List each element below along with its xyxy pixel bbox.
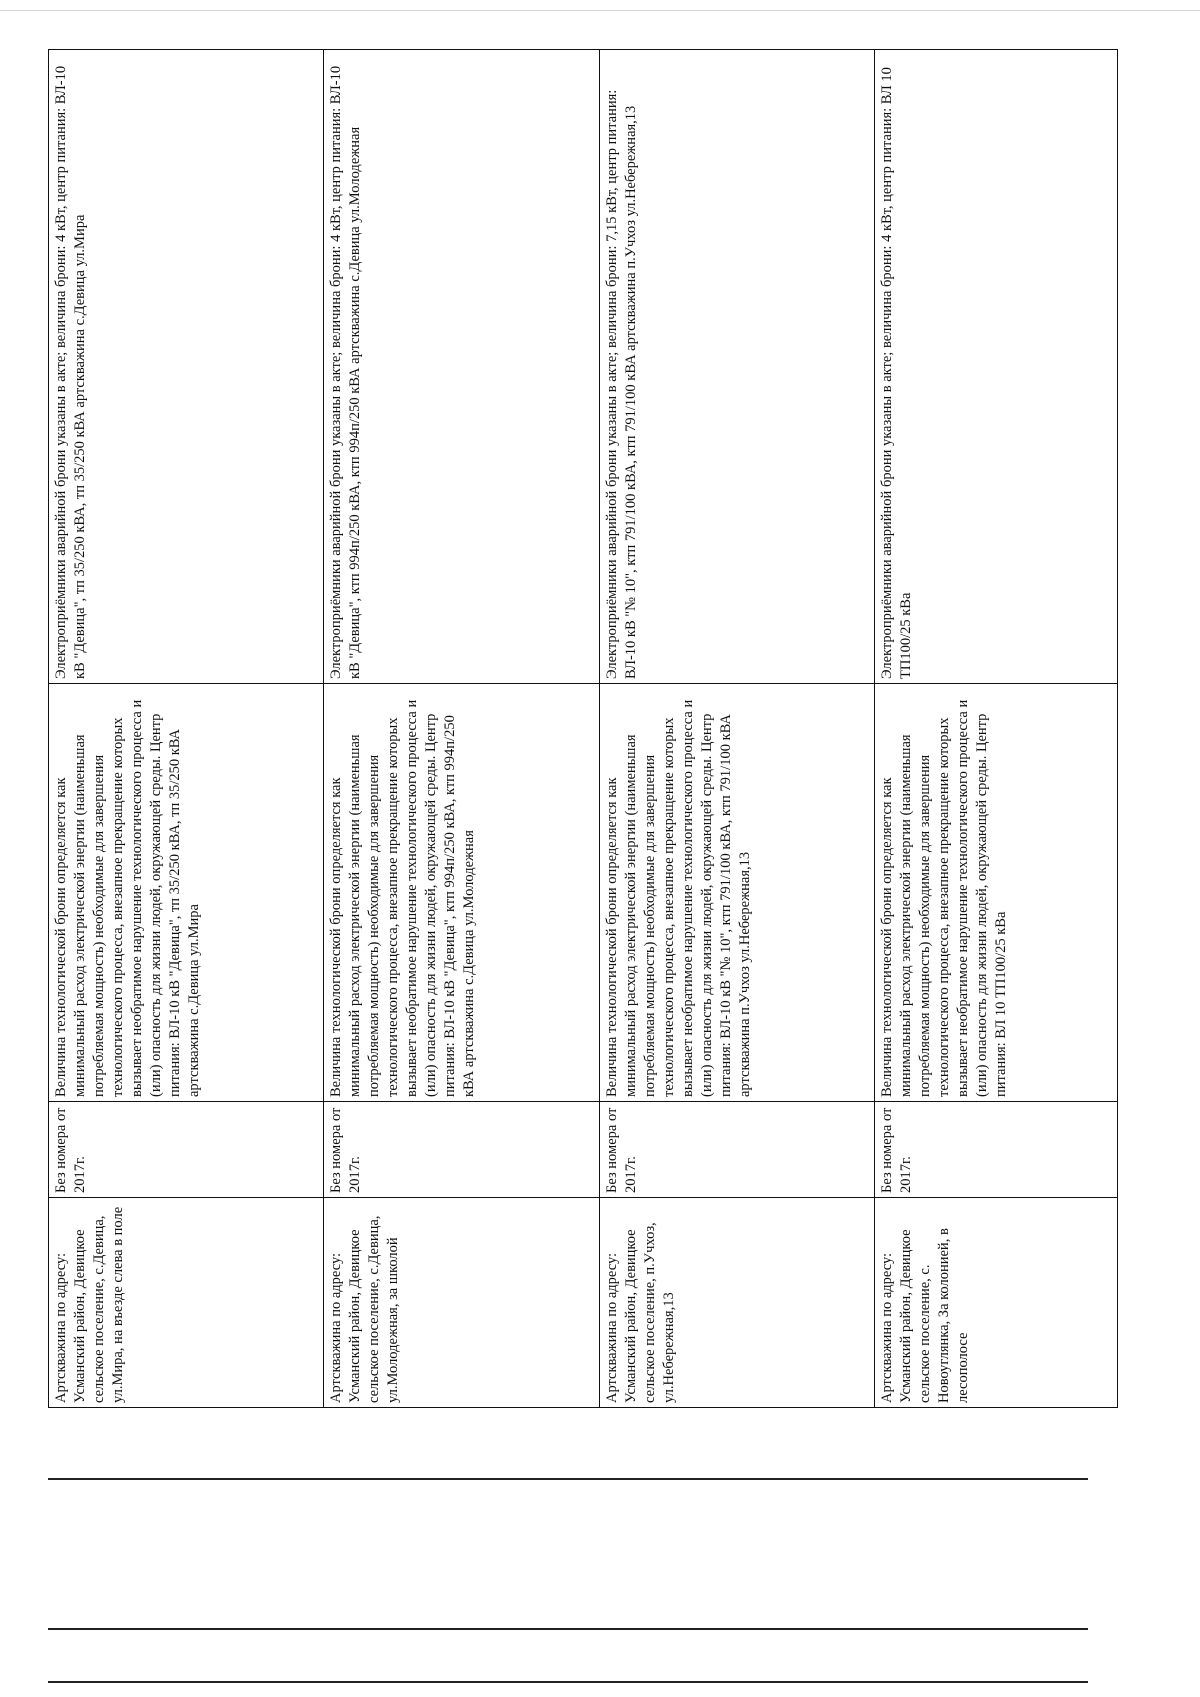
scan-edge-line bbox=[0, 10, 1200, 11]
address-cell: Артскважина по адресу: Усманский район, Девицкое сельское поселение, с.Девица, ул.Молодежная, за школой bbox=[324, 1198, 599, 1408]
horizontal-rule bbox=[48, 1681, 1088, 1683]
rotated-table-area bbox=[48, 50, 1118, 1408]
technological-reserve-cell: Величина технологической брони определяется как минимальный расход электрической энергии (наименьшая потребляемая мощность) необходимые для завершения технологического процесса, внезапное прекращение которых вызывает необратимое нарушение технологического процесса и (или) опасность для жизни людей, окружающей среды. Центр питания: ВЛ-10 кВ "№ 10", ктп 791/100 кВА, ктп 791/100 кВА артскважина п.Учхоз ул.Небережная,13 bbox=[599, 684, 874, 1102]
emergency-reserve-cell: Электроприёмники аварийной брони указаны в акте; величина брони: 7,15 кВт, центр питания: ВЛ-10 кВ "№ 10", ктп 791/100 кВА, ктп 791/100 кВА артскважина п.Учхоз ул.Небережная,13 bbox=[599, 50, 874, 684]
technological-reserve-cell: Величина технологической брони определяется как минимальный расход электрической энергии (наименьшая потребляемая мощность) необходимые для завершения технологического процесса, внезапное прекращение которых вызывает необратимое нарушение технологического процесса и (или) опасность для жизни людей, окружающей среды. Центр питания: ВЛ-10 кВ "Девица", ктп 994п/250 кВА, ктп 994п/250 кВА артскважина с.Девица ул.Молодежная bbox=[324, 684, 599, 1102]
technological-reserve-cell: Величина технологической брони определяется как минимальный расход электрической энергии (наименьшая потребляемая мощность) необходимые для завершения технологического процесса, внезапное прекращение которых вызывает необратимое нарушение технологического процесса и (или) опасность для жизни людей, окружающей среды. Центр питания: ВЛ 10 ТП100/25 кВа bbox=[875, 684, 1118, 1102]
rotated-page-content bbox=[48, 50, 1118, 1408]
document-cell: Без номера от 2017г. bbox=[875, 1102, 1118, 1198]
address-cell: Артскважина по адресу: Усманский район, Девицкое сельское поселение, п.Учхоз, ул.Небережная,13 bbox=[599, 1198, 874, 1408]
address-cell: Артскважина по адресу: Усманский район, Девицкое сельское поселение, с. Новоуглянка, За колонией, в лесополосе bbox=[875, 1198, 1118, 1408]
document-cell: Без номера от 2017г. bbox=[324, 1102, 599, 1198]
document-cell: Без номера от 2017г. bbox=[49, 1102, 324, 1198]
horizontal-rule bbox=[48, 1628, 1088, 1630]
emergency-reserve-cell: Электроприёмники аварийной брони указаны в акте; величина брони: 4 кВт, центр питания: ВЛ 10 ТП100/25 кВа bbox=[875, 50, 1118, 684]
emergency-reserve-cell: Электроприёмники аварийной брони указаны в акте; величина брони: 4 кВт, центр питания: ВЛ-10 кВ "Девица", тп 35/250 кВА, тп 35/250 кВА артскважина с.Девица ул.Мира bbox=[49, 50, 324, 684]
table-row bbox=[599, 50, 874, 1408]
horizontal-rule bbox=[48, 1478, 1088, 1480]
technological-reserve-cell: Величина технологической брони определяется как минимальный расход электрической энергии (наименьшая потребляемая мощность) необходимые для завершения технологического процесса, внезапное прекращение которых вызывает необратимое нарушение технологического процесса и (или) опасность для жизни людей, окружающей среды. Центр питания: ВЛ-10 кВ "Девица", тп 35/250 кВА, тп 35/250 кВА артскважина с.Девица ул.Мира bbox=[49, 684, 324, 1102]
table-row bbox=[875, 50, 1118, 1408]
document-cell: Без номера от 2017г. bbox=[599, 1102, 874, 1198]
emergency-reserve-cell: Электроприёмники аварийной брони указаны в акте; величина брони: 4 кВт, центр питания: ВЛ-10 кВ "Девица", ктп 994п/250 кВА, ктп 994п/250 кВА артскважина с.Девица ул.Молодежная bbox=[324, 50, 599, 684]
address-cell: Артскважина по адресу: Усманский район, Девицкое сельское поселение, с.Девица, ул.Мира, на въезде слева в поле bbox=[49, 1198, 324, 1408]
reserve-table bbox=[48, 49, 1118, 1408]
table-row bbox=[49, 50, 324, 1408]
table-row bbox=[324, 50, 599, 1408]
